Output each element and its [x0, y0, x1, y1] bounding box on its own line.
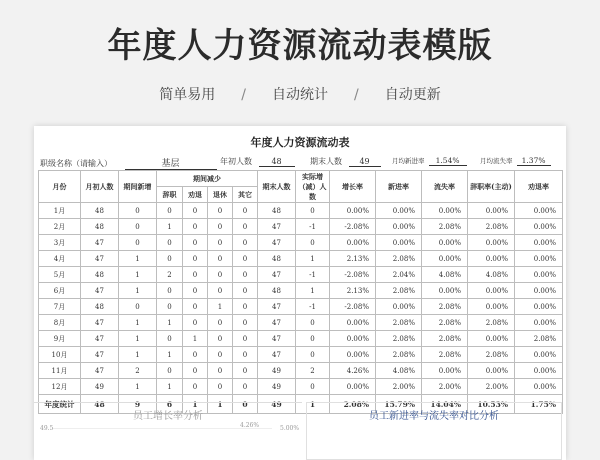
- header-month: 月份: [39, 171, 81, 203]
- table-cell[interactable]: 0.00%: [515, 363, 563, 379]
- compare-chart: [306, 402, 562, 460]
- table-cell[interactable]: 47: [81, 331, 119, 347]
- table-cell[interactable]: 2.08%: [376, 315, 422, 331]
- table-cell[interactable]: 1: [119, 379, 157, 395]
- table-cell[interactable]: 2.08%: [422, 219, 468, 235]
- table-cell[interactable]: 0.00%: [330, 203, 376, 219]
- table-cell[interactable]: 49: [258, 379, 296, 395]
- growth-chart: [34, 402, 302, 460]
- rank-name-info: [40, 156, 217, 170]
- table-cell[interactable]: 0: [183, 379, 208, 395]
- end-count-info: [310, 156, 381, 167]
- header-actual: 实际增（减）人数: [296, 171, 330, 203]
- gridline: [52, 428, 272, 429]
- total-cell: 15.79%: [376, 395, 422, 414]
- table-cell[interactable]: 2.08%: [376, 251, 422, 267]
- header-new: 期间新增: [119, 171, 157, 203]
- table-cell[interactable]: 2.08%: [422, 347, 468, 363]
- page-title: 年度人力资源流动表模版: [107, 26, 493, 66]
- table-cell[interactable]: 2.08%: [515, 331, 563, 347]
- table-cell[interactable]: 48: [81, 299, 119, 315]
- table-cell[interactable]: -2.08%: [330, 267, 376, 283]
- table-cell[interactable]: 0.00%: [468, 251, 515, 267]
- table-body: [39, 203, 563, 414]
- table-cell[interactable]: 47: [81, 347, 119, 363]
- table-cell[interactable]: 0: [208, 379, 233, 395]
- separator: /: [241, 87, 246, 103]
- table-cell[interactable]: 8月: [39, 315, 81, 331]
- table-cell[interactable]: 0.00%: [515, 267, 563, 283]
- table-cell[interactable]: 0: [208, 347, 233, 363]
- table-cell[interactable]: 2.00%: [376, 379, 422, 395]
- table-cell[interactable]: 0: [183, 315, 208, 331]
- total-cell: 1: [208, 395, 233, 414]
- table-row: [39, 235, 563, 251]
- table-cell[interactable]: 0: [208, 251, 233, 267]
- table-cell[interactable]: 0.00%: [422, 251, 468, 267]
- table-cell[interactable]: 1: [296, 251, 330, 267]
- table-cell[interactable]: 0: [233, 379, 258, 395]
- table-cell[interactable]: 0: [183, 299, 208, 315]
- table-cell[interactable]: -2.08%: [330, 219, 376, 235]
- table-cell[interactable]: 1: [119, 315, 157, 331]
- table-cell[interactable]: 48: [258, 283, 296, 299]
- table-cell[interactable]: 1: [119, 347, 157, 363]
- table-cell[interactable]: 0: [233, 347, 258, 363]
- table-cell[interactable]: 0.00%: [515, 219, 563, 235]
- table-cell[interactable]: 0.00%: [330, 379, 376, 395]
- table-cell[interactable]: 0: [233, 267, 258, 283]
- table-cell[interactable]: 48: [81, 203, 119, 219]
- table-cell[interactable]: 2.00%: [422, 379, 468, 395]
- rank-name-value[interactable]: 基层: [125, 156, 217, 170]
- table-cell[interactable]: 0: [296, 315, 330, 331]
- avg-new-label: 月均新进率: [392, 157, 425, 165]
- table-cell[interactable]: 0: [208, 235, 233, 251]
- total-cell: 9: [119, 395, 157, 414]
- table-cell[interactable]: 2.08%: [468, 219, 515, 235]
- table-cell[interactable]: 47: [258, 347, 296, 363]
- table-cell[interactable]: 0: [183, 203, 208, 219]
- table-cell[interactable]: 0: [183, 363, 208, 379]
- table-cell[interactable]: 0: [208, 283, 233, 299]
- table-cell[interactable]: 0: [208, 267, 233, 283]
- table-row: [39, 203, 563, 219]
- table-cell[interactable]: 0: [208, 219, 233, 235]
- table-cell[interactable]: 4.08%: [376, 363, 422, 379]
- header-resign-rate: 辞职率(主动): [468, 171, 515, 203]
- total-cell: 年度统计: [39, 395, 81, 414]
- table-row: [39, 347, 563, 363]
- spreadsheet-preview: [34, 126, 566, 460]
- table-cell[interactable]: 4月: [39, 251, 81, 267]
- table-cell[interactable]: 0: [183, 251, 208, 267]
- feature-easy: 简单易用: [159, 87, 216, 103]
- header-dismiss: 劝退: [183, 187, 208, 203]
- table-cell[interactable]: 0: [183, 283, 208, 299]
- table-cell[interactable]: 47: [258, 315, 296, 331]
- header-new-rate: 新进率: [376, 171, 422, 203]
- table-cell[interactable]: 0.00%: [422, 283, 468, 299]
- avg-loss-value: 1.37%: [517, 156, 551, 166]
- total-cell: 6: [157, 395, 183, 414]
- table-cell[interactable]: 0: [157, 331, 183, 347]
- table-cell[interactable]: 2.08%: [376, 331, 422, 347]
- table-cell[interactable]: 47: [81, 315, 119, 331]
- table-cell[interactable]: 11月: [39, 363, 81, 379]
- growth-right-label: 5.00%: [280, 425, 300, 432]
- start-count-value[interactable]: 48: [259, 157, 295, 167]
- table-cell[interactable]: 47: [258, 235, 296, 251]
- table-cell[interactable]: 0.00%: [330, 331, 376, 347]
- table-cell[interactable]: 12月: [39, 379, 81, 395]
- table-cell[interactable]: -2.08%: [330, 299, 376, 315]
- table-cell[interactable]: 47: [258, 331, 296, 347]
- avg-loss-label: 月均流失率: [480, 157, 513, 165]
- table-cell[interactable]: 0.00%: [422, 235, 468, 251]
- table-cell[interactable]: 2.08%: [468, 347, 515, 363]
- table-cell[interactable]: 0.00%: [515, 283, 563, 299]
- table-cell[interactable]: 2.08%: [422, 331, 468, 347]
- table-cell[interactable]: 0: [208, 331, 233, 347]
- table-cell[interactable]: 0: [233, 235, 258, 251]
- table-cell[interactable]: 2.04%: [376, 267, 422, 283]
- table-cell[interactable]: 0.00%: [515, 315, 563, 331]
- total-cell: 2.08%: [330, 395, 376, 414]
- table-cell[interactable]: 0: [233, 363, 258, 379]
- compare-chart-title: 员工新进率与流失率对比分析: [369, 411, 499, 422]
- table-cell[interactable]: 2.00%: [468, 379, 515, 395]
- total-cell: 49: [258, 395, 296, 414]
- header-other: 其它: [233, 187, 258, 203]
- table-cell[interactable]: 4.26%: [330, 363, 376, 379]
- table-cell[interactable]: 7月: [39, 299, 81, 315]
- table-cell[interactable]: 0: [296, 379, 330, 395]
- header-growth: 增长率: [330, 171, 376, 203]
- table-cell[interactable]: 0.00%: [422, 363, 468, 379]
- table-cell[interactable]: 1: [296, 283, 330, 299]
- table-cell[interactable]: 0: [119, 235, 157, 251]
- table-cell[interactable]: 0: [157, 235, 183, 251]
- table-cell[interactable]: 0.00%: [330, 347, 376, 363]
- table-cell[interactable]: 49: [258, 363, 296, 379]
- table-cell[interactable]: 0: [208, 363, 233, 379]
- table-cell[interactable]: 0.00%: [468, 203, 515, 219]
- table-cell[interactable]: 0: [183, 219, 208, 235]
- table-cell[interactable]: 0: [233, 219, 258, 235]
- table-cell[interactable]: 1: [157, 315, 183, 331]
- feature-list: [0, 84, 600, 104]
- table-cell[interactable]: 2月: [39, 219, 81, 235]
- total-cell: 1.75%: [515, 395, 563, 414]
- table-cell[interactable]: 4.08%: [422, 267, 468, 283]
- table-cell[interactable]: 47: [258, 299, 296, 315]
- table-cell[interactable]: 0: [157, 363, 183, 379]
- table-cell[interactable]: 0.00%: [468, 363, 515, 379]
- table-cell[interactable]: 0: [183, 267, 208, 283]
- table-cell[interactable]: 3月: [39, 235, 81, 251]
- table-cell[interactable]: 1: [119, 267, 157, 283]
- table-cell[interactable]: 0.00%: [422, 203, 468, 219]
- table-cell[interactable]: 0: [233, 299, 258, 315]
- table-cell[interactable]: 0.00%: [330, 315, 376, 331]
- header-reduce-group: 期间减少: [157, 171, 258, 187]
- table-cell[interactable]: -1: [296, 299, 330, 315]
- total-cell: 10.53%: [468, 395, 515, 414]
- table-row: [39, 219, 563, 235]
- total-cell: 1: [183, 395, 208, 414]
- table-cell[interactable]: 0: [157, 251, 183, 267]
- avg-new-info: [392, 156, 467, 166]
- table-cell[interactable]: 0: [119, 219, 157, 235]
- growth-chart-title: 员工增长率分析: [133, 411, 203, 422]
- table-cell[interactable]: 0.00%: [515, 299, 563, 315]
- table-cell[interactable]: 0: [296, 235, 330, 251]
- table-row: [39, 267, 563, 283]
- table-cell[interactable]: 1: [208, 299, 233, 315]
- table-cell[interactable]: 1: [157, 219, 183, 235]
- table-row: [39, 315, 563, 331]
- header-end: 期末人数: [258, 171, 296, 203]
- table-cell[interactable]: 2: [296, 363, 330, 379]
- table-cell[interactable]: -1: [296, 267, 330, 283]
- table-cell[interactable]: 10月: [39, 347, 81, 363]
- table-cell[interactable]: 0: [296, 347, 330, 363]
- table-cell[interactable]: 0.00%: [515, 203, 563, 219]
- table-cell[interactable]: 1: [119, 283, 157, 299]
- table-cell[interactable]: 0.00%: [468, 331, 515, 347]
- table-cell[interactable]: 0: [157, 283, 183, 299]
- table-cell[interactable]: 0.00%: [468, 299, 515, 315]
- start-count-info: [220, 156, 295, 167]
- table-cell[interactable]: 0.00%: [376, 203, 422, 219]
- table-cell[interactable]: 0.00%: [330, 235, 376, 251]
- table-cell[interactable]: 2.13%: [330, 283, 376, 299]
- table-cell[interactable]: 1: [157, 379, 183, 395]
- table-cell[interactable]: -1: [296, 219, 330, 235]
- table-cell[interactable]: 2.13%: [330, 251, 376, 267]
- header-retire: 退休: [208, 187, 233, 203]
- end-count-value: 49: [349, 157, 381, 167]
- feature-auto-update: 自动更新: [384, 87, 441, 103]
- table-cell[interactable]: 4.08%: [468, 267, 515, 283]
- table-cell[interactable]: 0: [157, 203, 183, 219]
- table-cell[interactable]: 47: [258, 267, 296, 283]
- table-cell[interactable]: 1月: [39, 203, 81, 219]
- table-cell[interactable]: 0: [296, 331, 330, 347]
- header-resign: 辞职: [157, 187, 183, 203]
- table-row: [39, 363, 563, 379]
- table-cell[interactable]: 1: [157, 347, 183, 363]
- table-cell[interactable]: 0: [119, 299, 157, 315]
- table-cell[interactable]: 0: [233, 283, 258, 299]
- table-cell[interactable]: 48: [81, 219, 119, 235]
- table-cell[interactable]: 0: [208, 315, 233, 331]
- table-cell[interactable]: 5月: [39, 267, 81, 283]
- table-cell[interactable]: 2.08%: [422, 299, 468, 315]
- table-cell[interactable]: 0.00%: [515, 379, 563, 395]
- table-cell[interactable]: 0: [119, 203, 157, 219]
- table-cell[interactable]: 0.00%: [376, 219, 422, 235]
- header-start: 月初人数: [81, 171, 119, 203]
- table-cell[interactable]: 1: [183, 331, 208, 347]
- table-cell[interactable]: 0: [233, 251, 258, 267]
- sheet-title: 年度人力资源流动表: [250, 136, 350, 149]
- avg-new-value: 1.54%: [429, 156, 467, 166]
- table-row: [39, 299, 563, 315]
- table-cell[interactable]: 2.08%: [376, 347, 422, 363]
- table-row: [39, 251, 563, 267]
- table-cell[interactable]: 1: [119, 331, 157, 347]
- feature-auto-stat: 自动统计: [272, 87, 328, 103]
- table-cell[interactable]: 0: [183, 235, 208, 251]
- growth-point-label: 4.26%: [240, 422, 260, 429]
- table-cell[interactable]: 0.00%: [515, 251, 563, 267]
- table-cell[interactable]: 47: [81, 283, 119, 299]
- table-cell[interactable]: 2.08%: [376, 283, 422, 299]
- table-cell[interactable]: 47: [258, 219, 296, 235]
- table-cell[interactable]: 0.00%: [515, 235, 563, 251]
- table-row: [39, 283, 563, 299]
- separator: /: [354, 87, 359, 103]
- table-cell[interactable]: 2: [157, 267, 183, 283]
- table-cell[interactable]: 0.00%: [376, 299, 422, 315]
- table-cell[interactable]: 2.08%: [422, 315, 468, 331]
- header-loss-rate: 流失率: [422, 171, 468, 203]
- table-cell[interactable]: 0.00%: [376, 235, 422, 251]
- table-cell[interactable]: 0.00%: [515, 347, 563, 363]
- table-cell[interactable]: 0: [233, 331, 258, 347]
- total-cell: 14.04%: [422, 395, 468, 414]
- table-cell[interactable]: 48: [258, 203, 296, 219]
- table-cell[interactable]: 48: [258, 251, 296, 267]
- table-cell[interactable]: 0: [208, 203, 233, 219]
- table-cell[interactable]: 0.00%: [468, 235, 515, 251]
- table-cell[interactable]: 47: [81, 235, 119, 251]
- avg-loss-info: [480, 156, 551, 166]
- table-cell[interactable]: 48: [81, 267, 119, 283]
- table-cell[interactable]: 0.00%: [468, 283, 515, 299]
- table-cell[interactable]: 49: [81, 379, 119, 395]
- growth-axis-label: 49.5: [40, 425, 54, 432]
- table-cell[interactable]: 47: [81, 363, 119, 379]
- table-cell[interactable]: 0: [233, 315, 258, 331]
- end-count-label: 期末人数: [310, 157, 342, 166]
- table-cell[interactable]: 0: [233, 203, 258, 219]
- table-cell[interactable]: 9月: [39, 331, 81, 347]
- table-cell[interactable]: 6月: [39, 283, 81, 299]
- start-count-label: 年初人数: [220, 157, 252, 166]
- header-dismiss-rate: 劝退率: [515, 171, 563, 203]
- total-cell: 0: [233, 395, 258, 414]
- table-cell[interactable]: 47: [81, 251, 119, 267]
- total-cell: 1: [296, 395, 330, 414]
- total-cell: 48: [81, 395, 119, 414]
- table-cell[interactable]: 0: [157, 299, 183, 315]
- table-cell[interactable]: 2.08%: [468, 315, 515, 331]
- table-cell[interactable]: 2: [119, 363, 157, 379]
- table-row: [39, 331, 563, 347]
- table-cell[interactable]: 1: [119, 251, 157, 267]
- table-row: [39, 379, 563, 395]
- rank-name-label: 职级名称（请输入）: [40, 159, 112, 168]
- table-cell[interactable]: 0: [183, 347, 208, 363]
- flow-table: [38, 170, 563, 414]
- table-cell[interactable]: 0: [296, 203, 330, 219]
